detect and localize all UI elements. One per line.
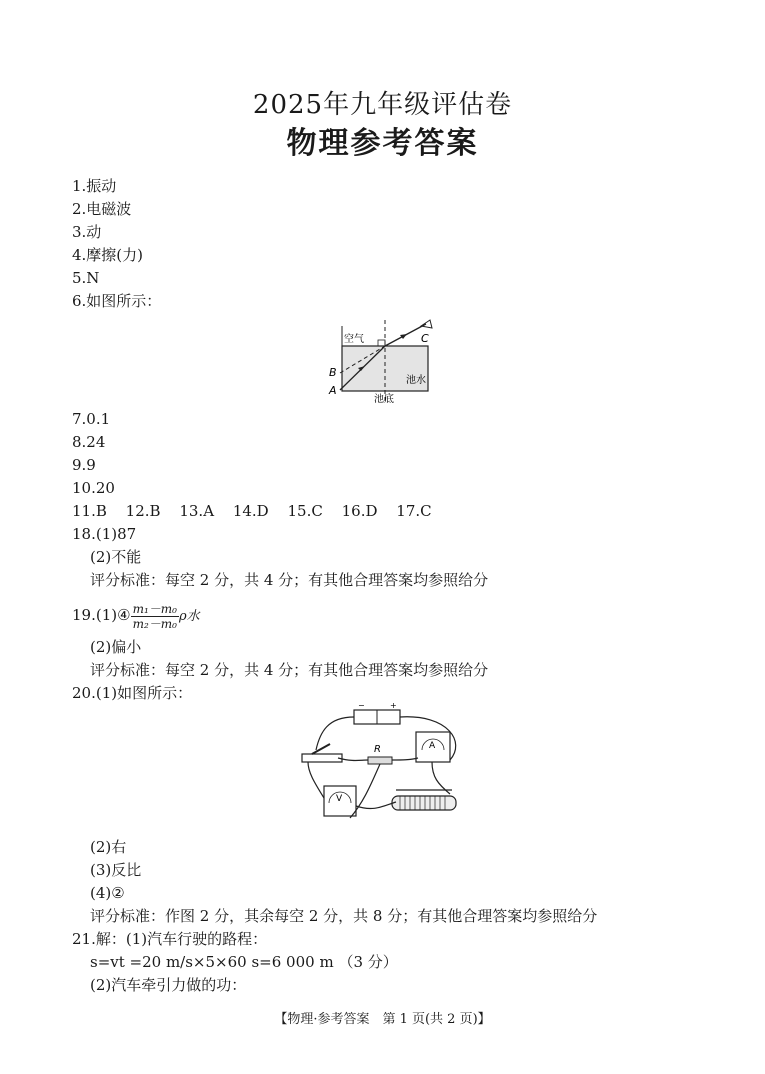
switch-icon bbox=[312, 744, 330, 754]
answer-21-1: 21.解：(1)汽车行驶的路程： bbox=[72, 930, 268, 948]
voltmeter-label: V bbox=[336, 794, 343, 804]
answer-18-2: (2)不能 bbox=[90, 548, 142, 566]
label-C: C bbox=[421, 332, 429, 345]
answer-21-equation: s=vt =20 m/s×5×60 s=6 000 m （3 分） bbox=[90, 953, 398, 971]
answer-20-1: 20.(1)如图所示： bbox=[72, 684, 193, 702]
battery-plus: + bbox=[390, 702, 397, 710]
answer-2: 2.电磁波 bbox=[72, 200, 132, 218]
label-air: 空气 bbox=[344, 334, 364, 345]
mc-answer: 14.D bbox=[232, 502, 269, 520]
answer-9: 9.9 bbox=[72, 456, 96, 474]
fraction-numerator: m₁－m₀ bbox=[132, 601, 177, 616]
eye-icon bbox=[421, 320, 432, 328]
label-A: A bbox=[329, 384, 337, 397]
answer-18-1: 18.(1)87 bbox=[72, 525, 137, 543]
circuit-figure bbox=[298, 702, 468, 830]
battery-minus: − bbox=[358, 702, 365, 710]
resistor-icon bbox=[368, 757, 392, 764]
answer-21-2: (2)汽车牵引力做的功： bbox=[90, 976, 247, 994]
mc-answer: 17.C bbox=[396, 502, 432, 520]
answer-4: 4.摩擦(力) bbox=[72, 246, 144, 264]
mc-answer: 11.B bbox=[72, 502, 107, 520]
answer-10: 10.20 bbox=[72, 479, 115, 497]
answer-3: 3.动 bbox=[72, 223, 102, 241]
exam-title: 2025年九年级评估卷 bbox=[252, 90, 513, 120]
answer-6: 6.如图所示： bbox=[72, 292, 162, 310]
refraction-figure bbox=[320, 316, 450, 408]
mc-answer: 13.A bbox=[179, 502, 215, 520]
answer-19-2: (2)偏小 bbox=[90, 638, 142, 656]
fraction-denominator: m₂－m₀ bbox=[132, 616, 177, 631]
answer-19-prefix: 19.(1)④ bbox=[72, 606, 131, 624]
answer-1: 1.振动 bbox=[72, 177, 117, 195]
mc-answer: 16.D bbox=[341, 502, 378, 520]
multiple-choice-row bbox=[72, 501, 446, 521]
answer-20-3: (3)反比 bbox=[90, 861, 142, 879]
density-fraction bbox=[131, 602, 179, 631]
mc-answer: 15.C bbox=[287, 502, 323, 520]
right-angle-mark bbox=[378, 340, 385, 346]
page-footer: 【物理·参考答案 第 1 页(共 2 页)】 bbox=[274, 1012, 491, 1027]
label-water: 池水 bbox=[406, 375, 426, 386]
answer-19-1 bbox=[72, 600, 200, 632]
resistor-label: R bbox=[374, 744, 381, 755]
answer-20-2: (2)右 bbox=[90, 838, 127, 856]
answer-19-score: 评分标准：每空 2 分，共 4 分；有其他合理答案均参照给分 bbox=[90, 661, 489, 679]
answer-5: 5.N bbox=[72, 269, 100, 287]
doc-title: 物理参考答案 bbox=[286, 126, 479, 161]
ray-arrow-icon bbox=[400, 334, 407, 339]
mc-answer: 12.B bbox=[125, 502, 161, 520]
answer-8: 8.24 bbox=[72, 433, 106, 451]
answer-20-score: 评分标准：作图 2 分，其余每空 2 分，共 8 分；有其他合理答案均参照给分 bbox=[90, 907, 598, 925]
answer-20-4: (4)② bbox=[90, 884, 125, 902]
switch-base bbox=[302, 754, 342, 762]
rheostat-icon bbox=[392, 796, 456, 810]
rho-water: ρ水 bbox=[178, 609, 200, 624]
answer-18-score: 评分标准：每空 2 分，共 4 分；有其他合理答案均参照给分 bbox=[90, 571, 489, 589]
answer-7: 7.0.1 bbox=[72, 410, 111, 428]
label-bottom: 池底 bbox=[374, 394, 394, 405]
label-B: B bbox=[329, 366, 337, 379]
ammeter-label: A bbox=[429, 741, 436, 751]
